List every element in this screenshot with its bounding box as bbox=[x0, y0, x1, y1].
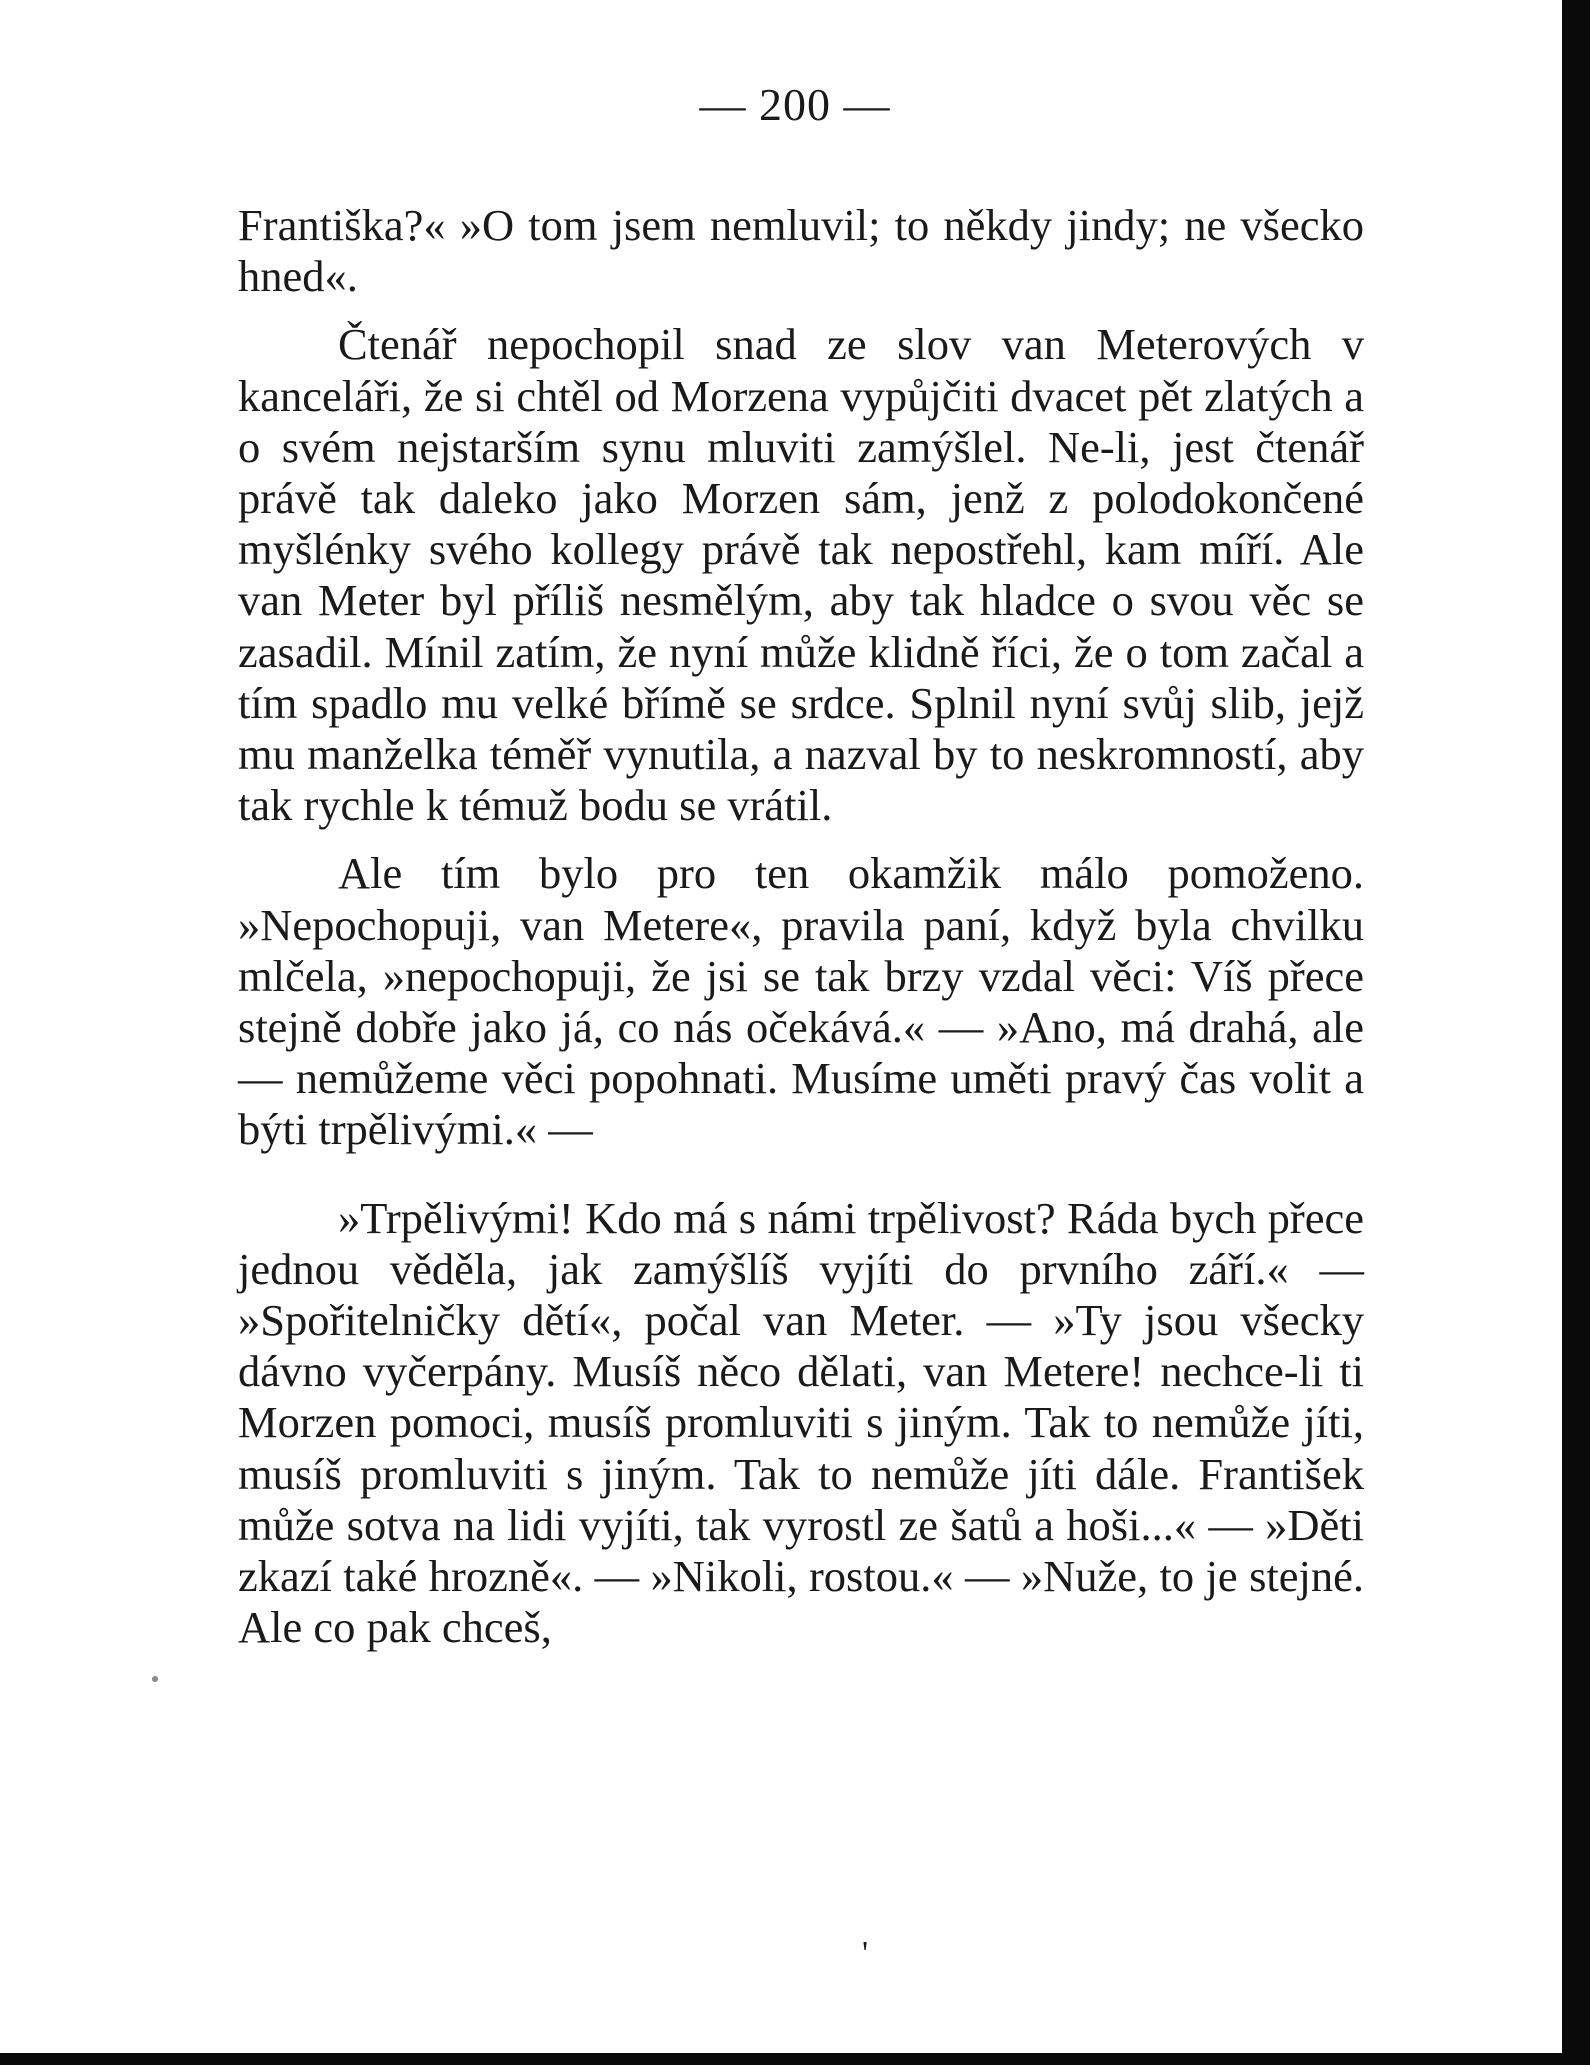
scan-border-bottom bbox=[0, 2053, 1590, 2065]
footer-mark: ' bbox=[862, 1935, 869, 1972]
scan-speck bbox=[152, 1676, 158, 1682]
paragraph-2: Čtenář nepochopil snad ze slov van Meterových v kanceláři, že si chtěl od Morzena vypůjčiti dvacet pět zlatých a o svém nejstarším synu mluviti zamýšlel. Ne-li, jest čtenář právě tak daleko jako Morzen sám, jenž z polodokončené myšlénky svého kollegy právě tak nepostřehl, kam míří. Ale van Meter byl příliš nesmělým, aby tak hladce o svou věc se zasadil. Mínil zatím, že nyní může klidně říci, že o tom začal a tím spadlo mu velké břímě se srdce. Splnil nyní svůj slib, jejž mu manželka téměř vynutila, a nazval by to neskromností, aby tak rychle k témuž bodu se vrátil. bbox=[238, 319, 1364, 831]
paragraph-1: Františka?« »O tom jsem nemluvil; to někdy jindy; ne všecko hned«. bbox=[238, 200, 1364, 302]
scan-border-right bbox=[1562, 0, 1590, 2065]
body-text bbox=[238, 200, 1364, 1653]
paragraph-4: »Trpělivými! Kdo má s námi trpělivost? Ráda bych přece jednou věděla, jak zamýšlíš vyjíti do prvního září.« — »Spořitelničky dětí«, počal van Meter. — »Ty jsou všecky dávno vyčerpány. Musíš něco dělati, van Metere! nechce-li ti Morzen pomoci, musíš promluviti s jiným. Tak to nemůže jíti, musíš promluviti s jiným. Tak to nemůže jíti dále. František může sotva na lidi vyjíti, tak vyrostl ze šatů a hoši...« — »Děti zkazí také hrozně«. — »Nikoli, rostou.« — »Nuže, to je stejné. Ale co pak chceš, bbox=[238, 1192, 1364, 1653]
paragraph-3: Ale tím bylo pro ten okamžik málo pomoženo. »Nepochopuji, van Metere«, pravila paní, když byla chvilku mlčela, »nepochopuji, že jsi se tak brzy vzdal věci: Víš přece stejně dobře jako já, co nás očekává.« — »Ano, má drahá, ale — nemůžeme věci popohnati. Musíme uměti pravý čas volit a býti trpělivými.« — bbox=[238, 848, 1364, 1155]
page-number: — 200 — bbox=[699, 79, 891, 130]
